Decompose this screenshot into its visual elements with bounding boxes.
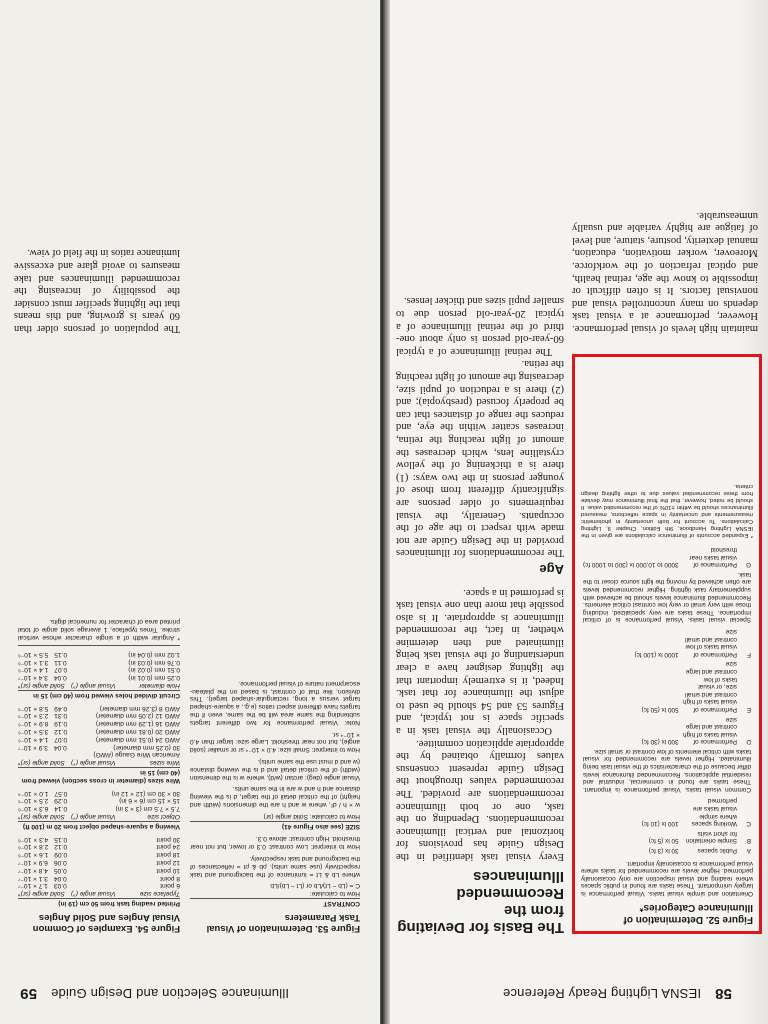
table-row <box>18 712 180 720</box>
table-cell: 1.4 × 10⁻⁶ <box>18 735 49 743</box>
table-row <box>18 751 180 759</box>
text-column-58b <box>572 208 758 334</box>
table-cell: 2.5 × 10⁻⁵ <box>18 797 49 805</box>
table-cell: 4.8 × 10⁻⁷ <box>18 866 48 874</box>
column-header: Solid angle (sr)* <box>18 813 65 821</box>
table-cell: 30 (0.25 mm diameter) <box>113 743 180 751</box>
category-cat: B <box>746 837 751 845</box>
figure-52-intro: Orientation and simple visual tasks. Visual performance is largely unimportant. These tasks are found in public spaces where reading and visual inspection are only occasionally performed. Higher levels are recommended for tasks where visual performance is occasionally important. <box>581 859 753 897</box>
table-cell: 1.0 × 10⁻⁴ <box>18 789 49 797</box>
running-head-text: IESNA Lighting Ready Reference <box>502 986 702 1001</box>
category-row <box>581 828 753 845</box>
column-header: Solid angle (sr)* <box>18 759 65 767</box>
table-row <box>18 835 180 843</box>
contrast-interp: How to interpret: Low contrast: 0.3 or lower, but not near threshold. High contrast: above 0.3. <box>190 835 360 851</box>
table-cell: 1.4 × 10⁻⁶ <box>18 666 49 674</box>
contrast-label: CONTRAST <box>190 898 360 907</box>
figure-54-section-header: Printed reading task from 50 cm (19 in) <box>18 898 180 907</box>
column-header: Visual angle (°) <box>70 682 116 690</box>
table-row <box>18 673 180 681</box>
table-cell: 5.5 × 10⁻⁶ <box>18 650 49 658</box>
column-header: Wire sizes <box>149 759 180 767</box>
category-desc: Working spaces where simple visual tasks are performed <box>691 797 737 828</box>
category-lux: 100 lx (10 fc) <box>641 820 679 828</box>
table-cell: 0.04 <box>53 743 67 751</box>
category-lux: 300 lx (30 fc) <box>641 738 679 746</box>
page-number: 58 <box>714 985 732 1002</box>
contrast-text: where Lb & Lt = luminance of the background and task respectively (use same units). ρb & ρt = reflectances of the background and task respectively. <box>190 855 360 878</box>
table-cell: 8 point <box>160 874 180 882</box>
table-cell: 0.07 <box>54 735 68 743</box>
body-paragraph: The retinal illuminance of a typical 60-year-old person is only about one-third of the retinal illuminance of a typical 20-year-old person due to smaller pupil sizes and thicker lenses. <box>396 295 564 357</box>
table-row <box>18 658 180 666</box>
table-cell: 3.5 × 10⁻⁶ <box>18 728 49 736</box>
body-paragraph: The recommendations for illuminances provided in the Design Guide are not made with respect to the age of the occupants. Generally, the visual requirements of older persons are significantly different from those of younger persons in the two ways: (1) there is a thickening of the yellow crystalline lens, which decreases the amount of light reaching the retina, increases scatter within the eye, and reduces the range of distances that can be properly focused (presbyopia); and (2) there is a reduction of pupil size, decreasing the amount of light reaching the retina. <box>396 358 564 559</box>
table-row <box>18 743 180 751</box>
category-group-description: Special visual tasks. Visual performance is of critical importance. These tasks are very specialized, including those with very small or very low contrast critical elements. Recommended illuminance levels should be achieved with supplementary task lighting. Higher recommended levels are often achieved by moving the light source closer to the task. <box>583 570 751 624</box>
body-paragraph: Occasionally the visual task in a specific space is not typical, and Figures 53 and 54 should be used to adjust the illuminance for that task. Indeed, it is extremely important that the lighting designer have a clear understanding of the visual task being illuminated and then determine whether, in fact, the recommended illuminance is appropriate. It is also possible that more than one visual task is performed in a space. <box>396 586 564 737</box>
table-cell: 30 × 30 cm (12 × 12 in) <box>111 789 180 797</box>
table-cell: AWG 20 (0.81 mm diameter) <box>95 728 180 736</box>
table-cell: 0.19 <box>54 720 68 728</box>
note-text: Note: Visual performance for two different targets subtending the same area will be the same, even if the targets have different aspect ratios (e.g., a square-shaped target versus a long, rectangular-shaped target). This division, like that of contrast, is based on the plateau-escarpment nature of visual performance. <box>190 679 360 726</box>
table-cell: 7.5 × 7.5 cm (3 × 3 in) <box>115 805 180 813</box>
table-cell: 12 point <box>156 859 180 867</box>
table-cell: 0.07 <box>54 666 68 674</box>
table-row <box>18 874 180 882</box>
category-lux: 50 lx (5 fc) <box>648 837 679 845</box>
table-cell: 0.49 <box>54 704 68 712</box>
figure-53 <box>190 679 360 936</box>
category-row <box>581 659 753 714</box>
table-row <box>18 727 180 735</box>
table-row <box>18 650 180 658</box>
size-interp: How to interpret: Small size: 4.0 × 10⁻⁴ sr or smaller (solid angle), but not near threshold. Large size: larger than 4.0 × 10⁻⁴ sr. <box>190 730 360 754</box>
figure-52-highlight-box <box>572 354 762 934</box>
table-cell: 0.29 <box>54 797 68 805</box>
column-header: Hole diameter <box>138 682 180 690</box>
figure-54-section-header: Viewing a square-shaped object from 20 m (100 ft) <box>18 821 180 830</box>
column-header: Visual angle (°) <box>70 759 116 767</box>
column-header: Object size <box>147 813 180 821</box>
table-cell: 2.8 × 10⁻⁶ <box>18 843 49 851</box>
column-header: Solid angle (sr)* <box>18 682 65 690</box>
category-desc: Performance of visual tasks near threshold <box>689 546 737 569</box>
figure-52-title: Figure 52. Determination of Illuminance Categories* <box>623 902 753 925</box>
running-head-58 <box>503 985 732 1002</box>
column-header: Visual angle (°) <box>70 890 116 898</box>
table-cell: 0.11 <box>54 658 67 666</box>
table-cell: 8.9 × 10⁻⁶ <box>18 720 49 728</box>
category-desc: Performance of visual tasks of high contrast and small size, or visual tasks of low contrast and large size <box>683 660 737 713</box>
table-cell: AWG 12 (2.05 mm diameter) <box>95 712 180 720</box>
table-cell: 0.06 <box>53 859 67 867</box>
figure-54-column-headers <box>18 681 180 689</box>
figure-54-section-header: Wire sizes (diameter in cross section) viewed from (40 cm) 15 in <box>18 767 180 784</box>
figure-54-column-headers <box>18 812 180 820</box>
table-cell: 0.04 <box>53 674 67 682</box>
category-lux: 500 lx (50 fc) <box>641 705 679 713</box>
figure-52-footnote: * Expanded accounts of illuminance calculations are given in the IESNA Lighting Handbook, 9th Edition, Chapter 9, Lighting Calculations. To account for both uncertainty in photometric measurements and uncertainty in space reflections, measured illuminances should be within ±10% of the recommended value. It should be noted, however, that the final illuminance may deviate from these recommended values due to other lighting design criteria. <box>581 483 753 539</box>
table-row <box>18 804 180 812</box>
table-cell: 0.05 <box>53 866 67 874</box>
category-row <box>581 626 753 658</box>
table-row <box>18 704 180 712</box>
category-cat: C <box>746 820 751 828</box>
figure-54-column-headers <box>18 889 180 897</box>
body-paragraph: Every visual task identified in the Design Guide has provisions for horizontal and vertical illuminance recommendations. Depending on the task, one or both illuminance recommendations are provided. The recommended values throughout the Design Guide represent consensus values formally obtained by the appropriate application committee. <box>396 737 564 862</box>
size-label: SIZE (see also Figure 41) <box>190 821 360 830</box>
table-cell: 15 × 15 cm (6 × 6 in) <box>119 797 180 805</box>
table-cell: 0.09 <box>54 851 68 859</box>
table-cell: 3.9 × 10⁻⁷ <box>18 743 48 751</box>
table-row <box>18 866 180 874</box>
category-row <box>581 845 753 855</box>
running-head-59 <box>20 985 289 1002</box>
table-cell: 3.1 × 10⁻⁷ <box>18 874 48 882</box>
category-row <box>581 796 753 828</box>
table-cell: 6 point <box>160 882 180 890</box>
contrast-formula: C = (Lb − Lt)/Lb or (Lt − Lb)/Lb <box>270 882 360 890</box>
category-desc: Simple orientation for short visits <box>685 829 737 845</box>
text-column-59 <box>14 246 180 334</box>
age-heading: Age <box>539 561 564 577</box>
table-cell: 4.3 × 10⁻⁶ <box>18 835 49 843</box>
category-row <box>581 544 753 569</box>
table-cell: American Wire Gauge (AWG) <box>93 751 180 759</box>
table-cell: 0.12 <box>54 843 68 851</box>
section-title: The Basis for Deviating from the Recommended Illuminances <box>397 868 564 936</box>
table-cell: 0.25 mm (0.01 in) <box>128 674 180 682</box>
column-header: Typeface size <box>139 890 180 898</box>
table-cell: 0.57 <box>54 789 68 797</box>
column-header: Solid angle (sr)* <box>18 890 65 898</box>
category-lux: 30 lx (3 fc) <box>648 847 679 855</box>
table-cell: 0.15 <box>54 835 68 843</box>
table-cell: 6.3 × 10⁻⁶ <box>18 805 49 813</box>
figure-54-footnote: * Angular width of a single character whose vertical stroke. Times typeface, 1 average solid angle of total printed area of character for numerical digits. <box>18 618 180 642</box>
category-desc: Performance of visual tasks of low contrast and small size <box>685 628 737 658</box>
category-desc: Performance of visual tasks of high contrast and large size <box>683 715 737 746</box>
table-cell: 18 point <box>156 851 180 859</box>
figure-54-section-header: Circuit divided holes viewed from (40 cm) 15 in <box>18 690 180 699</box>
table-cell: 0.12 <box>54 728 68 736</box>
table-cell: 6.9 × 10⁻⁷ <box>18 859 48 867</box>
table-cell: 1.7 × 10⁻⁷ <box>18 882 48 890</box>
figure-54-title: Figure 54. Examples of Common Visual Angles and Solid Angles <box>32 912 180 934</box>
category-row <box>581 714 753 746</box>
page-58 <box>383 0 768 1024</box>
category-cat: D <box>746 738 751 746</box>
table-cell: 0.51 mm (0.02 in) <box>128 666 180 674</box>
table-cell: AWG 8 (3.26 mm diameter) <box>99 704 180 712</box>
table-cell: 24 point <box>156 843 180 851</box>
category-cat: E <box>746 705 751 713</box>
table-cell: AWG 16 (1.29 mm diameter) <box>95 720 180 728</box>
category-lux: 1000 lx (100 fc) <box>634 650 679 658</box>
table-cell: 0.31 <box>54 712 68 720</box>
table-cell: 2.3 × 10⁻⁵ <box>18 712 49 720</box>
table-cell: 0.15 <box>54 650 68 658</box>
table-row <box>18 789 180 797</box>
table-row <box>18 843 180 851</box>
category-cat: A <box>746 847 751 855</box>
table-row <box>18 735 180 743</box>
category-cat: F <box>747 650 751 658</box>
table-row <box>18 666 180 674</box>
table-cell: 0.14 <box>54 805 68 813</box>
angle-text: Visual angle (deg): arctan (w/d), where w is the dimension (width) of the critical detail and d is the viewing distance (w and d must use the same units). <box>190 758 360 781</box>
table-row <box>18 850 180 858</box>
figure-53-title: Figure 53. Determination of Visual Task Parameters <box>206 912 360 934</box>
table-cell: 10 point <box>156 866 180 874</box>
figure-54-column-headers <box>18 758 180 766</box>
body-paragraph: maintain high levels of visual performance. However, performance at a visual task depends on many uncontrolled visual and nonvisual factors. It is often difficult or impossible to know the age, retinal health, and optical refraction of the workforce. Moreover, worker motivation, education, manual dexterity, posture, stature, and level of fatigue are highly variable and usually unmeasurable. <box>572 209 758 334</box>
table-cell: 5.8 × 10⁻⁵ <box>18 704 49 712</box>
category-desc: Public spaces <box>697 847 737 855</box>
category-lux: 3000 to 10,000 lx (300 to 1000 fc) <box>583 561 679 569</box>
body-paragraph: The population of persons older than 60 years is growing, and this means that the lighting specifier must consider the possibility of increasing the recommended illuminances and take measures to avoid glare and excessive luminance ratios in the field of view. <box>14 247 180 334</box>
contrast-how: How to calculate: <box>309 890 360 898</box>
table-cell: 3.4 × 10⁻⁷ <box>18 674 48 682</box>
size-how: How to calculate: Solid angle (sr) <box>263 812 360 820</box>
table-cell: 1.6 × 10⁻⁶ <box>18 851 49 859</box>
text-column-58 <box>396 294 564 936</box>
table-cell: 1.02 mm (0.04 in) <box>128 650 180 658</box>
table-cell: AWG 24 (0.51 mm diameter) <box>95 735 180 743</box>
figure-52-table <box>581 544 753 855</box>
table-row <box>18 858 180 866</box>
table-cell: 0.76 mm (0.03 in) <box>128 658 180 666</box>
category-group-description: Common visual tasks. Visual performance is important. These tasks are found in commercial, industrial and residential applications. Recommended illuminance levels differ because of the characteristics of the visual task being illuminated. Higher levels are recommended for visual tasks with critical elements of low contrast or small size. <box>583 747 751 793</box>
table-row <box>18 719 180 727</box>
table-cell: 30 point <box>156 835 180 843</box>
column-header: Visual angle (°) <box>70 813 116 821</box>
table-row <box>18 882 180 890</box>
page-number: 59 <box>20 985 38 1002</box>
table-cell: 3.1 × 10⁻⁶ <box>18 658 49 666</box>
figure-54 <box>18 618 180 936</box>
table-row <box>18 797 180 805</box>
category-cat: G <box>746 561 751 569</box>
page-59 <box>0 0 380 1024</box>
table-cell: 0.04 <box>53 874 67 882</box>
size-text: w × h / d², where w and h are the dimensions (width and height) of the critical detail of the target, d is the viewing distance and h and w are in the same units. <box>190 785 360 809</box>
table-cell: 0.03 <box>53 882 67 890</box>
running-head-text: Illuminance Selection and Design Guide <box>50 986 290 1001</box>
